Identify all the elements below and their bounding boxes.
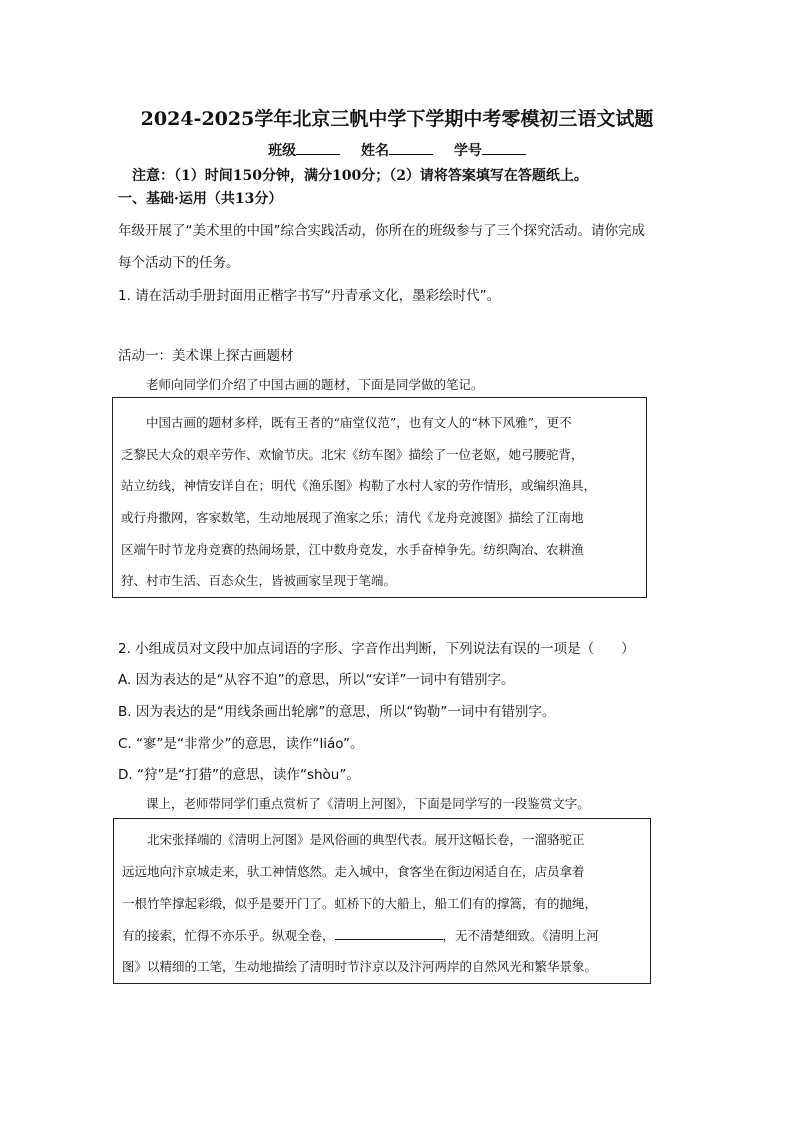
notes-box — [112, 397, 647, 598]
id-blank[interactable] — [482, 142, 526, 155]
appreciation-box — [113, 818, 651, 984]
fill-in-blank[interactable] — [335, 927, 443, 940]
name-label: 姓名 — [361, 143, 389, 159]
box1-line: 或行舟撒网，客家数笔，生动地展现了渔家之乐；清代《龙舟竞渡图》描绘了江南地 — [121, 510, 584, 525]
option-a[interactable]: A. 因为表达的是“从容不迫”的意思，所以“安详”一词中有错别字。 — [118, 672, 515, 688]
box1-line: 乏黎民大众的艰辛劳作、欢愉节庆。北宋《纺车图》描绘了一位老妪，她弓腰驼背， — [121, 447, 584, 462]
class-label: 班级 — [268, 143, 297, 159]
section-heading: 一、基础·运用（共13分） — [118, 191, 283, 207]
name-blank[interactable] — [389, 142, 433, 155]
box2-line4-tail: ，无不清楚细致。《清明上河 — [442, 928, 599, 943]
question-2: 2. 小组成员对文段中加点词语的字形、字音作出判断，下列说法有误的一项是（ ） — [118, 641, 635, 657]
student-info-line — [0, 140, 794, 160]
box2-line — [122, 926, 599, 944]
intro-line-2: 每个活动下的任务。 — [118, 255, 240, 271]
activity-1-lead: 老师向同学们介绍了中国古画的题材，下面是同学做的笔记。 — [146, 377, 484, 392]
box1-line: 站立纺线，神情安详自在；明代《渔乐图》构勒了水村人家的劳作情形，或编织渔具， — [121, 478, 597, 493]
box1-line: 狩、村市生活、百态众生，皆被画家呈现于笔端。 — [121, 573, 397, 588]
box2-line: 远远地向汴京城走来，驮工神情悠然。走入城中，食客坐在街边闲适自在，店员拿着 — [122, 864, 585, 879]
box2-line: 图》以精细的工笔，生动地描绘了清明时节汴京以及汴河两岸的自然风光和繁华景象。 — [122, 959, 598, 974]
exam-notice: 注意：（1）时间150分钟，满分100分；（2）请将答案填写在答题纸上。 — [132, 168, 588, 184]
box1-line: 中国古画的题材多样，既有王者的“庙堂仪范”，也有文人的“林下风雅”，更不 — [121, 415, 572, 430]
box2-line4-head: 有的接索，忙得不亦乐乎。纵观全卷， — [122, 928, 335, 943]
option-c[interactable]: C. “寥”是“非常少”的意思，读作“liáo”。 — [118, 736, 364, 752]
option-d[interactable]: D. “狩”是“打猎”的意思，读作“shòu”。 — [118, 767, 360, 783]
id-label: 学号 — [453, 143, 482, 159]
option-b[interactable]: B. 因为表达的是“用线条画出轮廓”的意思，所以“钩勒”一词中有错别字。 — [118, 704, 556, 720]
activity-1-title: 活动一：美术课上探古画题材 — [118, 348, 294, 364]
intro-line-1: 年级开展了“美术里的中国”综合实践活动，你所在的班级参与了三个探究活动。请你完成 — [118, 223, 645, 239]
class-blank[interactable] — [296, 142, 340, 155]
box2-line: 北宋张择端的《清明上河图》是风俗画的典型代表。展开这幅长卷，一溜骆驼正 — [122, 832, 585, 847]
page-title: 2024-2025学年北京三帆中学下学期中考零模初三语文试题 — [140, 108, 654, 130]
box2-line: 一根竹竿撑起彩缎，似乎是要开门了。虹桥下的大船上，船工们有的撑篙，有的抛绳， — [122, 896, 598, 911]
question-1: 1. 请在活动手册封面用正楷字书写“丹青承文化，墨彩绘时代”。 — [118, 288, 501, 304]
activity-2-lead: 课上，老师带同学们重点赏析了《清明上河图》，下面是同学写的一段鉴赏文字。 — [146, 796, 590, 811]
box1-line: 区端午时节龙舟竞赛的热闹场景，江中数舟竞发，水手奋棹争先。纺织陶冶、农耕渔 — [121, 542, 584, 557]
